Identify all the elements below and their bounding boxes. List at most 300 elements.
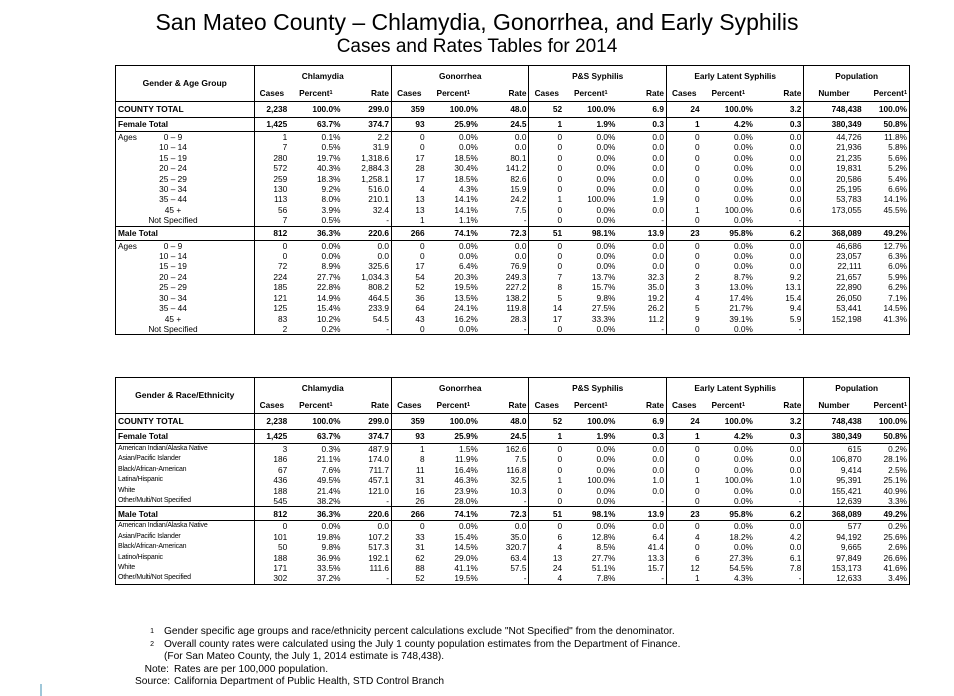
cell-value: 0 — [666, 215, 701, 226]
cell-value: 0.0 — [617, 261, 666, 271]
cell-value: 9,665 — [840, 542, 862, 553]
cell-value: 100.0% — [724, 204, 753, 215]
cell-value: 0.0% — [459, 323, 478, 334]
disease-header: P&S Syphilis — [529, 378, 666, 398]
cell-value: 0.0 — [617, 163, 666, 173]
cell-value: 4.3% — [733, 573, 753, 584]
cell-value: 748,438 — [804, 414, 864, 430]
cell-value: 11.9% — [455, 454, 478, 465]
cell-value: 21.1% — [316, 454, 341, 465]
cell-value: 4.3% — [459, 184, 478, 195]
cell-value: 26,050 — [836, 292, 862, 303]
cell-value: 3.3% — [864, 496, 910, 507]
cell-value: 249.3 — [480, 272, 529, 282]
female-total-row-label: Female Total — [116, 118, 255, 132]
cell-value: - — [755, 573, 804, 584]
cell-value: 12,639 — [804, 496, 864, 507]
rate-header: Rate — [755, 86, 804, 102]
cell-value: 615 — [847, 444, 862, 454]
cell-value: 0 — [694, 163, 700, 174]
cell-value: 29.0% — [454, 552, 478, 563]
age-range: 35 – 44 — [159, 303, 187, 314]
cell-value: 0.0% — [596, 323, 616, 334]
cell-value: 35.0 — [480, 532, 529, 542]
cell-value: 266 — [391, 507, 426, 521]
male-total-row — [116, 507, 910, 521]
table-row — [116, 282, 910, 292]
cell-value: 436 — [273, 475, 288, 486]
cell-value: 266 — [391, 226, 426, 240]
age-label — [116, 324, 255, 335]
rate-header: Rate — [755, 398, 804, 414]
cell-value: 0.0 — [480, 240, 529, 251]
footnote-2-cont: (For San Mateo County, the July 1, 2014 estimate is 748,438). — [164, 651, 445, 662]
cell-value: 1.5% — [459, 444, 478, 454]
female-total-row — [116, 430, 910, 444]
cell-value: 111.6 — [342, 563, 391, 573]
cell-value: 0.0 — [755, 486, 804, 496]
percent-header — [289, 398, 342, 414]
cell-value: 0 — [557, 485, 563, 496]
cell-value: 0 — [557, 240, 563, 251]
race-label: Other/Multi/Not Specified — [116, 573, 255, 584]
age-label — [116, 163, 255, 173]
cell-value: 0 — [557, 204, 563, 215]
percent-label: Percent — [711, 400, 742, 411]
cell-value: 3 — [282, 444, 288, 454]
cell-value: 1 — [282, 132, 288, 142]
disease-header: Population — [835, 70, 879, 81]
age-label — [116, 194, 255, 204]
cell-value: 3.2 — [755, 414, 804, 430]
cell-value: 1.9 — [617, 194, 666, 204]
cell-value: 93 — [391, 118, 426, 132]
cell-value: 4 — [694, 292, 700, 303]
cell-value: 1 — [694, 573, 700, 584]
cell-value: 13 — [415, 204, 425, 215]
table-row — [116, 215, 910, 226]
cases-header: Cases — [529, 86, 564, 102]
cell-value: 52 — [415, 573, 425, 584]
cell-value: 21,235 — [836, 152, 862, 163]
cell-value: 19.5% — [454, 573, 478, 584]
cell-value: 13.1 — [755, 282, 804, 292]
cell-value: 8.5% — [596, 542, 616, 553]
age-range: 10 – 14 — [159, 251, 187, 262]
cell-value: 21.7% — [729, 303, 753, 314]
cell-value: 0.0% — [733, 132, 753, 142]
cell-value: 6 — [557, 531, 563, 542]
cell-value: 0.0% — [321, 240, 341, 251]
cell-value: 0 — [557, 521, 563, 532]
cell-value: - — [342, 324, 391, 335]
cell-value: 374.7 — [342, 430, 391, 444]
age-table-header — [116, 66, 910, 102]
header-row-diseases — [116, 378, 910, 398]
cell-value: 0.0% — [321, 521, 341, 532]
cell-value: 5.8% — [888, 142, 907, 153]
cell-value: 36.9% — [316, 552, 341, 563]
cell-value: 0.0% — [459, 132, 478, 142]
cell-value: 24 — [666, 102, 701, 118]
cell-value: 141.2 — [480, 163, 529, 173]
cell-value — [804, 215, 864, 226]
cell-value: 186 — [273, 454, 288, 465]
age-range: 45 + — [164, 313, 182, 324]
county-total-row-label: COUNTY TOTAL — [116, 102, 255, 118]
age-label — [116, 314, 255, 324]
cell-value: 0 — [529, 496, 564, 507]
cell-value: 0 — [557, 173, 563, 184]
cell-value: 0.0 — [617, 132, 666, 143]
cell-value: 9 — [694, 313, 700, 324]
cell-value: 98.1% — [564, 226, 617, 240]
cell-value: 0.0 — [617, 184, 666, 194]
disease-header: Early Latent Syphilis — [666, 378, 803, 398]
cell-value: 1 — [529, 430, 564, 444]
cell-value: 808.2 — [342, 282, 391, 292]
cell-value: 41.6% — [883, 563, 907, 574]
cell-value: 380,349 — [804, 430, 864, 444]
cell-value: 5.9% — [888, 271, 907, 282]
cell-value: 100.0% — [587, 194, 616, 205]
cell-value: 8.9% — [321, 261, 341, 272]
percent-label: Percent — [873, 400, 904, 411]
cell-value: 121 — [273, 292, 288, 303]
cell-value: 0.2% — [888, 521, 907, 532]
rate-header: Rate — [617, 86, 666, 102]
cell-value: 4 — [694, 531, 700, 542]
race-table-body — [116, 414, 910, 585]
cell-value: 0.0 — [755, 240, 804, 251]
percent-header — [702, 398, 755, 414]
footnote-mark: 1 — [604, 402, 608, 409]
cell-value: 19,831 — [836, 163, 862, 174]
cell-value: - — [755, 215, 804, 226]
cell-value: 11.2 — [617, 314, 666, 324]
cell-value: 0.0 — [755, 521, 804, 532]
cell-value: 1 — [666, 430, 701, 444]
cell-value: 0.0% — [459, 521, 478, 532]
cell-value: 0.0 — [480, 521, 529, 532]
cell-value: 50.8% — [864, 118, 910, 132]
cell-value: 22,111 — [837, 261, 862, 272]
cell-value: - — [617, 324, 666, 335]
cell-value: 54.5% — [729, 563, 753, 574]
male-total-row-label: Male Total — [116, 226, 255, 240]
cell-value: 11.8% — [884, 132, 907, 142]
cell-value: 0.0% — [733, 173, 753, 184]
cell-value: 12 — [690, 563, 700, 574]
cell-value: 517.3 — [342, 542, 391, 552]
table-row — [116, 486, 910, 496]
cell-value: 1.9% — [564, 430, 617, 444]
cell-value: 545 — [254, 496, 289, 507]
table-row — [116, 132, 910, 143]
cell-value: 36.3% — [289, 226, 342, 240]
cell-value: 52 — [529, 414, 564, 430]
cell-value: 63.7% — [289, 430, 342, 444]
cell-value: 9.2 — [755, 272, 804, 282]
cell-value: 17.4% — [729, 292, 753, 303]
cell-value: 0.0% — [596, 485, 616, 496]
cell-value: 13.5% — [454, 292, 478, 303]
cell-value: 0 — [694, 184, 700, 195]
cell-value: 0.0 — [342, 251, 391, 261]
cell-value: 95.8% — [702, 507, 755, 521]
cell-value: 12,633 — [836, 573, 862, 584]
cell-value: 56 — [277, 204, 288, 215]
cell-value: 4.2% — [702, 118, 755, 132]
cell-value: 153,173 — [831, 563, 862, 574]
cell-value: 4 — [420, 184, 425, 195]
age-label — [116, 215, 255, 226]
cell-value: 0.0 — [755, 194, 804, 204]
cell-value: 17 — [415, 261, 425, 272]
age-label — [116, 132, 255, 143]
cell-value: 100.0% — [427, 414, 480, 430]
cell-value: 15.4% — [316, 303, 341, 314]
cell-value: 88 — [415, 563, 425, 574]
cell-value: 4.2 — [755, 532, 804, 542]
table-row — [116, 496, 910, 507]
cell-value: - — [755, 496, 804, 507]
cell-value: 380,349 — [804, 118, 864, 132]
cell-value: 5.9 — [755, 314, 804, 324]
cell-value: 22,890 — [836, 282, 862, 293]
cell-value: 0.0 — [755, 444, 804, 455]
cell-value: 121.0 — [342, 486, 391, 496]
cell-value: 74.1% — [427, 507, 480, 521]
cell-value: 49.2% — [864, 226, 910, 240]
cell-value: 26 — [391, 496, 426, 507]
cell-value: 0 — [420, 521, 425, 532]
cell-value: 0.0 — [755, 542, 804, 552]
cell-value: 13 — [552, 552, 563, 563]
cell-value: 359 — [391, 102, 426, 118]
cell-value: 18.5% — [454, 173, 478, 184]
age-label — [116, 251, 255, 261]
header-row-diseases — [116, 66, 910, 86]
cases-header: Cases — [529, 398, 564, 414]
cell-value: 173,055 — [831, 204, 862, 215]
cell-value: 0.0% — [733, 261, 753, 272]
cell-value: 0.0% — [596, 251, 616, 262]
cell-value: 2.5% — [888, 464, 907, 475]
footnote-mark: 1 — [466, 90, 471, 97]
cell-value: 0.0% — [596, 152, 616, 163]
cases-header: Cases — [391, 86, 426, 102]
footnotes — [135, 626, 681, 689]
cell-value: 368,089 — [804, 226, 864, 240]
cell-value: 6.0% — [888, 261, 907, 272]
cell-value: 49.5% — [316, 475, 341, 486]
cell-value: 0.0% — [596, 240, 616, 251]
cell-value: 0.0% — [733, 521, 753, 532]
cell-value: 16.2% — [454, 313, 478, 324]
ages-caption: Ages — [118, 132, 137, 142]
cell-value: 27.5% — [591, 303, 616, 314]
cell-value: 63.4 — [480, 553, 529, 563]
table-row — [116, 532, 910, 542]
cell-value: 107.2 — [342, 532, 391, 542]
cell-value: 0 — [694, 323, 700, 334]
pop-percent-header — [864, 398, 910, 414]
text-cursor — [40, 684, 42, 696]
cell-value: 10.2% — [316, 313, 341, 324]
cell-value: 0.0% — [596, 184, 616, 195]
cell-value: 35.0 — [617, 282, 666, 292]
cell-value: 14.5% — [883, 303, 907, 314]
age-range: 10 – 14 — [159, 142, 187, 153]
note-line: Note: Rates are per 100,000 population. — [144, 663, 329, 675]
cell-value: 40.9% — [883, 485, 907, 496]
cases-header: Cases — [666, 398, 701, 414]
race-label: Asian/Pacific Islander — [116, 532, 255, 542]
cell-value: 0 — [420, 240, 425, 251]
cell-value: 1 — [694, 204, 700, 215]
cell-value: 40.3% — [316, 163, 341, 174]
race-ethnicity-table — [115, 377, 910, 585]
cell-value: 53,783 — [836, 194, 862, 205]
race-table-header — [116, 378, 910, 414]
cell-value: 280 — [273, 152, 288, 163]
cell-value: 6.2 — [755, 226, 804, 240]
cell-value: 9.8% — [596, 292, 616, 303]
cell-value: 5.6% — [888, 152, 907, 163]
cell-value: 8 — [557, 282, 563, 293]
age-label — [116, 205, 255, 215]
cell-value: 299.0 — [342, 102, 391, 118]
cell-value: 33.5% — [316, 563, 341, 574]
cell-value: 9.4 — [755, 303, 804, 313]
cell-value: 0.0 — [755, 465, 804, 475]
cell-value: 13.3 — [617, 553, 666, 563]
cell-value: 210.1 — [342, 194, 391, 204]
cell-value: 487.9 — [342, 444, 391, 455]
disease-header: Population — [835, 382, 879, 393]
cell-value: 152,198 — [831, 313, 862, 324]
cell-value: 0.5% — [321, 142, 341, 153]
cell-value: 0 — [694, 240, 700, 251]
female-total-row — [116, 118, 910, 132]
cell-value: 32.5 — [480, 475, 529, 485]
cell-value: - — [617, 496, 666, 507]
cell-value: 100.0% — [427, 102, 480, 118]
cell-value: 14.1% — [883, 194, 907, 205]
cell-value: 113 — [273, 194, 288, 205]
cell-value: 0.0% — [702, 496, 755, 507]
footnote-2: 2 Overall county rates were calculated using the July 1 county population estimates from the Department of Finance. — [150, 638, 681, 650]
cell-value: 100.0% — [864, 102, 910, 118]
cell-value: 95.8% — [702, 226, 755, 240]
race-label: Black/African-American — [116, 542, 255, 552]
cell-value: 711.7 — [342, 465, 391, 475]
cell-value: 0.0% — [596, 142, 616, 153]
footnote-1: 1 Gender specific age groups and race/ethnicity percent calculations exclude "Not Specified" from the denominator. — [150, 626, 675, 637]
cell-value: 0.0% — [596, 261, 616, 272]
table-row — [116, 563, 910, 573]
cell-value: 94,192 — [836, 531, 862, 542]
cell-value: 24.5 — [480, 430, 529, 444]
number-header: Number — [804, 398, 864, 414]
cell-value: 1,425 — [254, 118, 289, 132]
table-row — [116, 174, 910, 184]
cell-value: 33.3% — [591, 313, 616, 324]
cell-value: 259 — [273, 173, 288, 184]
percent-label: Percent — [574, 400, 605, 411]
cell-value: 0.0 — [755, 184, 804, 194]
cell-value: 4 — [557, 573, 563, 584]
age-label — [116, 153, 255, 163]
cell-value: 21,936 — [836, 142, 862, 153]
cell-value: 2,238 — [254, 414, 289, 430]
disease-header: Chlamydia — [254, 66, 391, 86]
age-range: Not Specified — [148, 215, 198, 226]
cell-value: 0.0% — [564, 496, 617, 507]
cell-value: 72.3 — [480, 507, 529, 521]
age-label — [116, 272, 255, 282]
cell-value: 36 — [415, 292, 425, 303]
cell-value: 28.3 — [480, 314, 529, 324]
cell-value: 7 — [557, 271, 563, 282]
cell-value: 0 — [557, 261, 563, 272]
cell-value: 43 — [415, 313, 425, 324]
cell-value: 8 — [420, 454, 425, 465]
cell-value: 19.8% — [316, 531, 341, 542]
cell-value: 0.0% — [596, 464, 616, 475]
cell-value: 100.0% — [289, 102, 342, 118]
cell-value: 0.0 — [617, 142, 666, 152]
cell-value: 14.1% — [454, 204, 478, 215]
cell-value: 1 — [666, 118, 701, 132]
cell-value: 45.5% — [883, 204, 907, 215]
footnote-mark: 1 — [604, 90, 608, 97]
cell-value: 100.0% — [864, 414, 910, 430]
source-line: Source: California Department of Public Health, STD Control Branch — [135, 676, 445, 687]
cell-value: 100.0% — [564, 102, 617, 118]
cell-value: 368,089 — [804, 507, 864, 521]
cell-value: 0.3 — [755, 430, 804, 444]
table-row — [116, 465, 910, 475]
cell-value: 97,849 — [836, 552, 862, 563]
cell-value: 13.0% — [729, 282, 753, 293]
cell-value: 24.5 — [480, 118, 529, 132]
cell-value: 11 — [416, 464, 425, 475]
cell-value: 0.0 — [617, 174, 666, 184]
cell-value: 6.2% — [888, 282, 907, 293]
cell-value: - — [480, 215, 529, 226]
cell-value: 52 — [415, 282, 425, 293]
footnote-mark: 1 — [466, 402, 471, 409]
cell-value: - — [342, 496, 391, 507]
cell-value: 54.5 — [342, 314, 391, 324]
cell-value: 0.0% — [733, 194, 753, 205]
disease-header: Gonorrhea — [391, 66, 528, 86]
cell-value: 0.3 — [617, 430, 666, 444]
table-row — [116, 553, 910, 563]
cell-value: 3.2 — [755, 102, 804, 118]
cell-value: 188 — [273, 485, 288, 496]
cell-value — [804, 324, 864, 335]
cell-value: 6.4% — [459, 261, 478, 272]
cell-value: 100.0% — [289, 414, 342, 430]
cell-value: 48.0 — [480, 102, 529, 118]
cell-value: 46,686 — [836, 240, 862, 251]
cell-value: 53,441 — [836, 303, 862, 314]
cell-value: 1 — [529, 118, 564, 132]
cell-value: 6.9 — [617, 102, 666, 118]
